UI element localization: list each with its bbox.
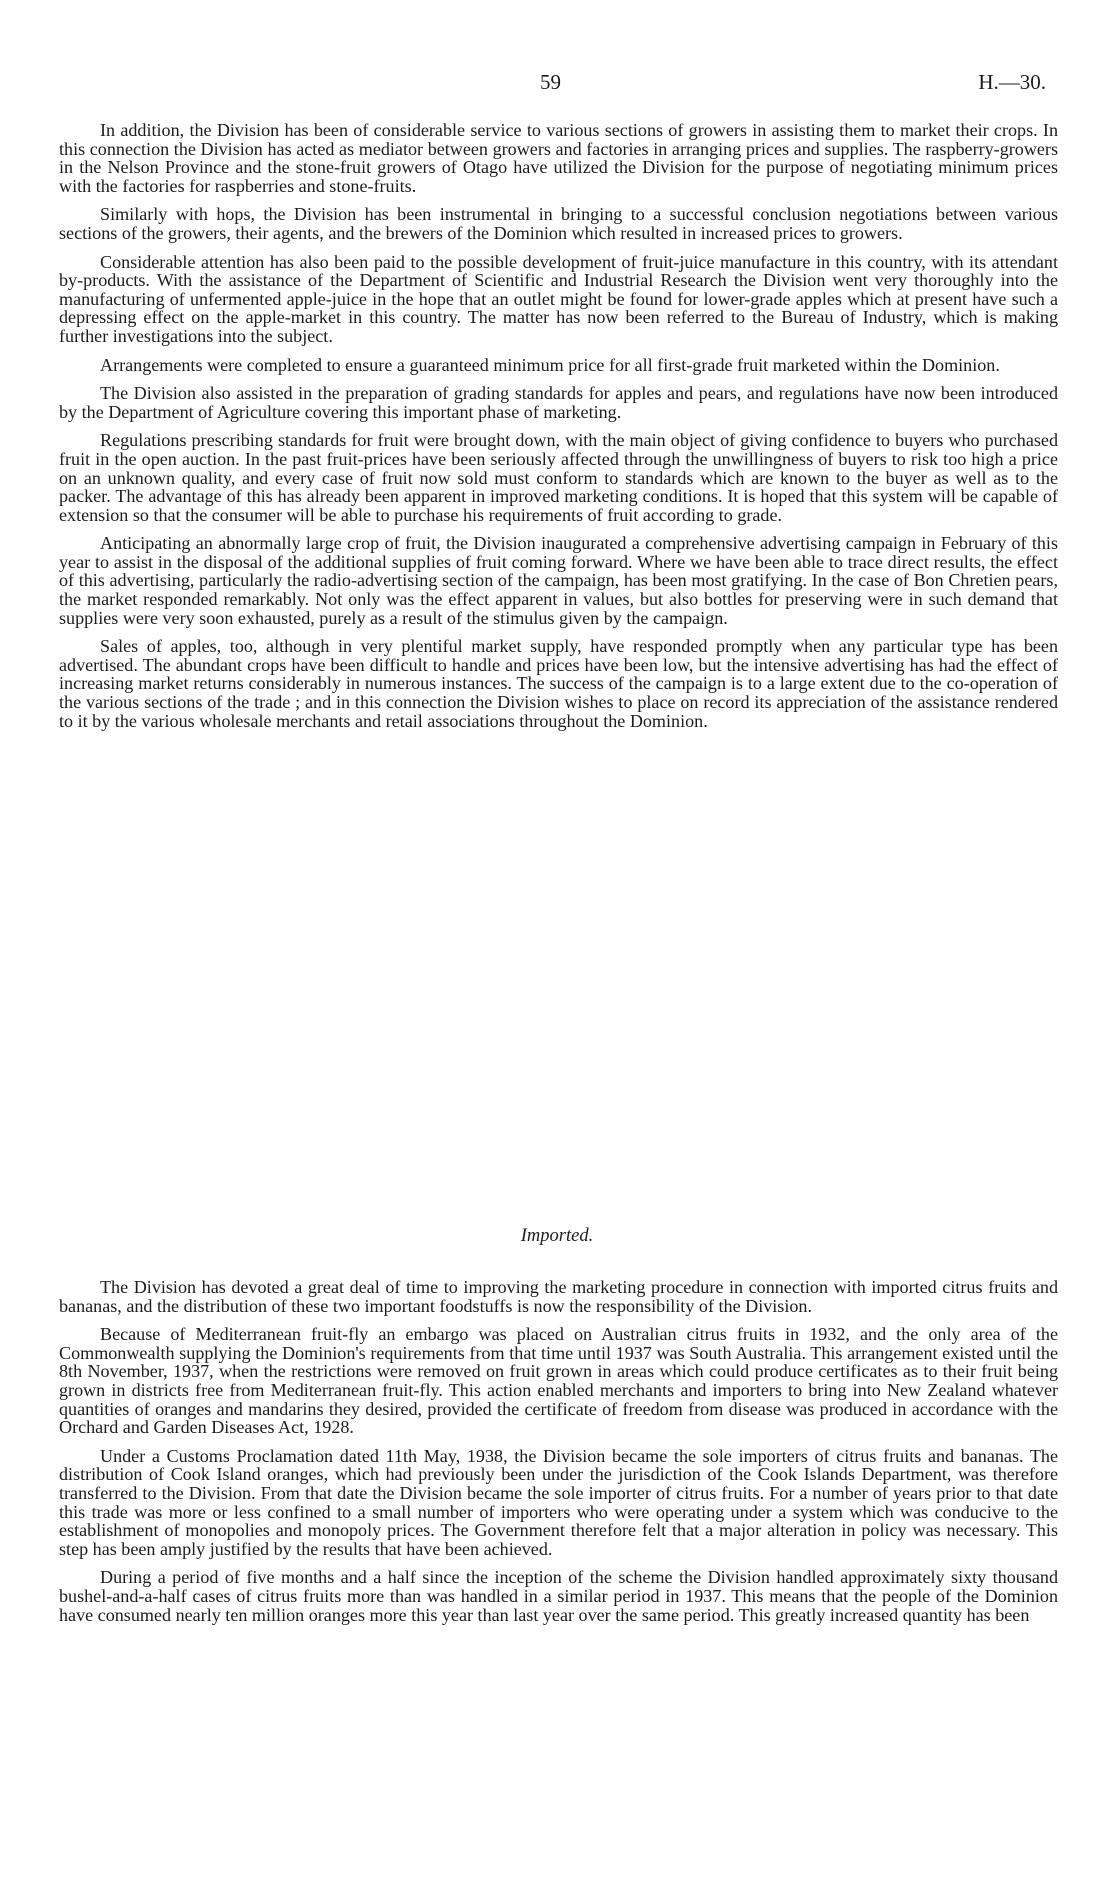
paragraph: Anticipating an abnormally large crop of fruit, the Division inaugurated a comprehensive advertising campaign in February of this year to assist in the disposal of the additional supplies of fruit coming forward. Where we have been able to trace direct results, the effect of this advertising, particularly the radio-advertising section of the campaign, has been most gratifying. In the case of Bon Chretien pears, the market responded remarkably. Not only was the effect apparent in values, but also bottles for preserving were in such demand that supplies were very soon exhausted, purely as a result of the stimulus given by the campaign. [59,533,1058,628]
body-section-general [59,121,1058,740]
page-number: 59 [540,70,561,94]
paragraph: Arrangements were completed to ensure a guaranteed minimum price for all first-grade fruit marketed within the Dominion. [100,354,1000,375]
paragraph: The Division also assisted in the preparation of grading standards for apples and pears, and regulations have now been introduced by the Department of Agriculture covering this important phase of marketing. [59,383,1058,422]
document-reference: H.—30. [978,70,1046,94]
page-header [0,70,1114,104]
paragraph: Considerable attention has also been paid to the possible development of fruit-juice manufacture in this country, with its attendant by-products. With the assistance of the Department of Scientific and Industrial Research the Division went very thoroughly into the manufacturing of unfermented apple-juice in the hope that an outlet might be found for lower-grade apples which at present have such a depressing effect on the apple-market in this country. The matter has now been referred to the Bureau of Industry, which is making further investigations into the subject. [59,251,1058,346]
paragraph: During a period of five months and a half since the inception of the scheme the Division handled approximately sixty thousand bushel-and-a-half cases of citrus fruits more than was handled in a similar period in 1937. This means that the people of the Dominion have consumed nearly ten million oranges more this year than last year over the same period. This greatly increased quantity has been [59,1567,1058,1625]
paragraph: In addition, the Division has been of considerable service to various sections of growers in assisting them to market their crops. In this connection the Division has acted as mediator between growers and factories in arranging prices and supplies. The raspberry-growers in the Nelson Province and the stone-fruit growers of Otago have utilized the Division for the purpose of negotiating minimum prices with the factories for raspberries and stone-fruits. [59,120,1058,196]
paragraph: Regulations prescribing standards for fruit were brought down, with the main object of giving confidence to buyers who purchased fruit in the open auction. In the past fruit-prices have been seriously affected through the unwillingness of buyers to risk too high a price on an unknown quality, and every case of fruit now sold must conform to standards which are known to the buyer as well as to the packer. The advantage of this has already been apparent in improved marketing conditions. It is hoped that this system will be capable of extension so that the consumer will be able to purchase his requirements of fruit according to grade. [59,430,1058,525]
paragraph: Because of Mediterranean fruit-fly an embargo was placed on Australian citrus fruits in 1932, and the only area of the Commonwealth supplying the Dominion's requirements from that time until 1937 was South Australia. This arrangement existed until the 8th November, 1937, when the restrictions were removed on fruit grown in areas which could produce certificates as to their fruit being grown in districts free from Mediterranean fruit-fly. This action enabled merchants and importers to bring into New Zealand whatever quantities of oranges and mandarins they desired, provided the certificate of freedom from disease was produced in accordance with the Orchard and Garden Diseases Act, 1928. [59,1324,1058,1438]
body-section-imported [59,1278,1058,1634]
section-heading-imported: Imported. [520,1226,594,1246]
paragraph: Sales of apples, too, although in very plentiful market supply, have responded promptly when any particular type has been advertised. The abundant crops have been difficult to handle and prices have been low, but the intensive advertising has had the effect of increasing market returns considerably in numerous instances. The success of the campaign is to a large extent due to the co-operation of the various sections of the trade ; and in this connection the Division wishes to place on record its appreciation of the assistance rendered to it by the various wholesale merchants and retail associations throughout the Dominion. [59,636,1058,731]
paragraph: Under a Customs Proclamation dated 11th May, 1938, the Division became the sole importers of citrus fruits and bananas. The distribution of Cook Island oranges, which had previously been under the jurisdiction of the Cook Islands Department, was therefore transferred to the Division. From that date the Division became the sole importer of citrus fruits. For a number of years prior to that date this trade was more or less confined to a small number of importers who were operating under a system which was conducive to the establishment of monopolies and monopoly prices. The Government therefore felt that a major alteration in policy was necessary. This step has been amply justified by the results that have been achieved. [59,1445,1058,1559]
paragraph: Similarly with hops, the Division has been instrumental in bringing to a successful conclusion negotiations between various sections of the growers, their agents, and the brewers of the Dominion which resulted in increased prices to growers. [59,204,1058,243]
paragraph: The Division has devoted a great deal of time to improving the marketing procedure in connection with imported citrus fruits and bananas, and the distribution of these two important foodstuffs is now the responsibility of the Division. [59,1277,1058,1316]
